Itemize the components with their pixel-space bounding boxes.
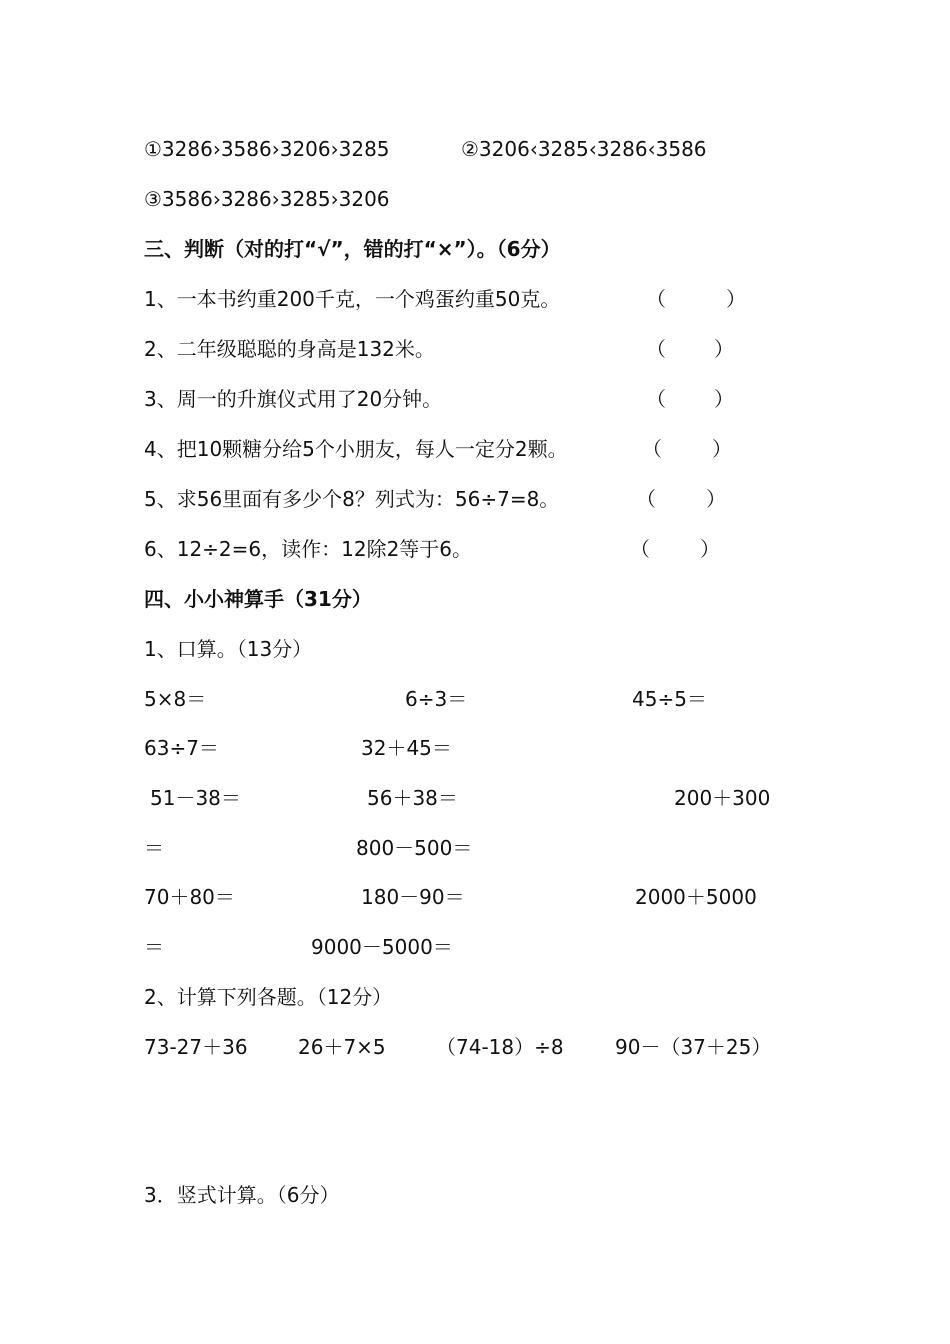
answer-paren-close: ）: [726, 287, 746, 311]
ordering-option-2: ②3206‹3285‹3286‹3586: [461, 137, 707, 161]
answer-paren-open: （: [642, 437, 662, 461]
oral-row: [0, 733, 950, 763]
oral-row: [0, 882, 950, 912]
oral-problem: 5×8＝: [144, 687, 207, 711]
oral-problem: ＝: [144, 935, 164, 959]
answer-paren-close: ）: [714, 337, 734, 361]
answer-paren-close: ）: [706, 487, 726, 511]
oral-problem: 200＋300: [674, 786, 771, 810]
mixed-problem: 26＋7×5: [298, 1035, 386, 1059]
mixed-problem: 90－（37＋25）: [615, 1035, 772, 1059]
answer-paren-open: （: [646, 287, 666, 311]
oral-problem: 2000＋5000: [635, 885, 757, 909]
mixed-calc-row: [0, 1032, 950, 1062]
oral-problem: 180－90＝: [361, 885, 465, 909]
ordering-row-1: [0, 134, 950, 164]
oral-row: [0, 783, 950, 813]
judge-item: 6、12÷2=6，读作：12除2等于6。 （ ）: [0, 534, 950, 564]
oral-row: [0, 932, 950, 962]
judge-item: 3、周一的升旗仪式用了20分钟。 （ ）: [0, 384, 950, 414]
judge-item: 2、二年级聪聪的身高是132米。 （ ）: [0, 334, 950, 364]
section-four-heading: 四、小小神算手（31分）: [144, 587, 372, 611]
answer-paren-open: （: [636, 487, 656, 511]
answer-paren-close: ）: [714, 387, 734, 411]
ordering-option-3: ③3586›3286›3285›3206: [144, 187, 390, 211]
oral-row: [0, 833, 950, 863]
oral-problem: 45÷5＝: [632, 687, 707, 711]
oral-calc-heading: 1、口算。（13分）: [144, 637, 313, 661]
judge-item: 1、一本书约重200千克，一个鸡蛋约重50克。 （ ）: [0, 284, 950, 314]
oral-problem: 70＋80＝: [144, 885, 235, 909]
ordering-row-2: [0, 184, 950, 214]
mixed-problem: 73-27＋36: [144, 1035, 248, 1059]
judge-item: 5、求56里面有多少个8？列式为：56÷7=8。 （ ）: [0, 484, 950, 514]
oral-problem: 56＋38＝: [367, 786, 458, 810]
answer-paren-close: ）: [712, 437, 732, 461]
oral-problem: 6÷3＝: [405, 687, 468, 711]
answer-paren-open: （: [646, 387, 666, 411]
ordering-option-1: ①3286›3586›3206›3285: [144, 137, 390, 161]
section-three-heading: 三、判断（对的打“√”，错的打“×”）。（6分）: [144, 237, 561, 261]
mixed-calc-heading: 2、计算下列各题。（12分）: [144, 985, 393, 1009]
oral-problem: 51－38＝: [150, 786, 241, 810]
answer-paren-open: （: [630, 537, 650, 561]
judge-item: 4、把10颗糖分给5个小朋友，每人一定分2颗。 （ ）: [0, 434, 950, 464]
answer-paren-open: （: [646, 337, 666, 361]
vertical-calc-heading: 3．竖式计算。（6分）: [144, 1183, 340, 1207]
oral-problem: ＝: [144, 836, 164, 860]
oral-problem: 9000－5000＝: [311, 935, 453, 959]
mixed-problem: （74-18）÷8: [436, 1035, 564, 1059]
oral-problem: 800－500＝: [356, 836, 473, 860]
answer-paren-close: ）: [700, 537, 720, 561]
oral-row: [0, 684, 950, 714]
oral-problem: 63÷7＝: [144, 736, 219, 760]
oral-problem: 32＋45＝: [361, 736, 452, 760]
